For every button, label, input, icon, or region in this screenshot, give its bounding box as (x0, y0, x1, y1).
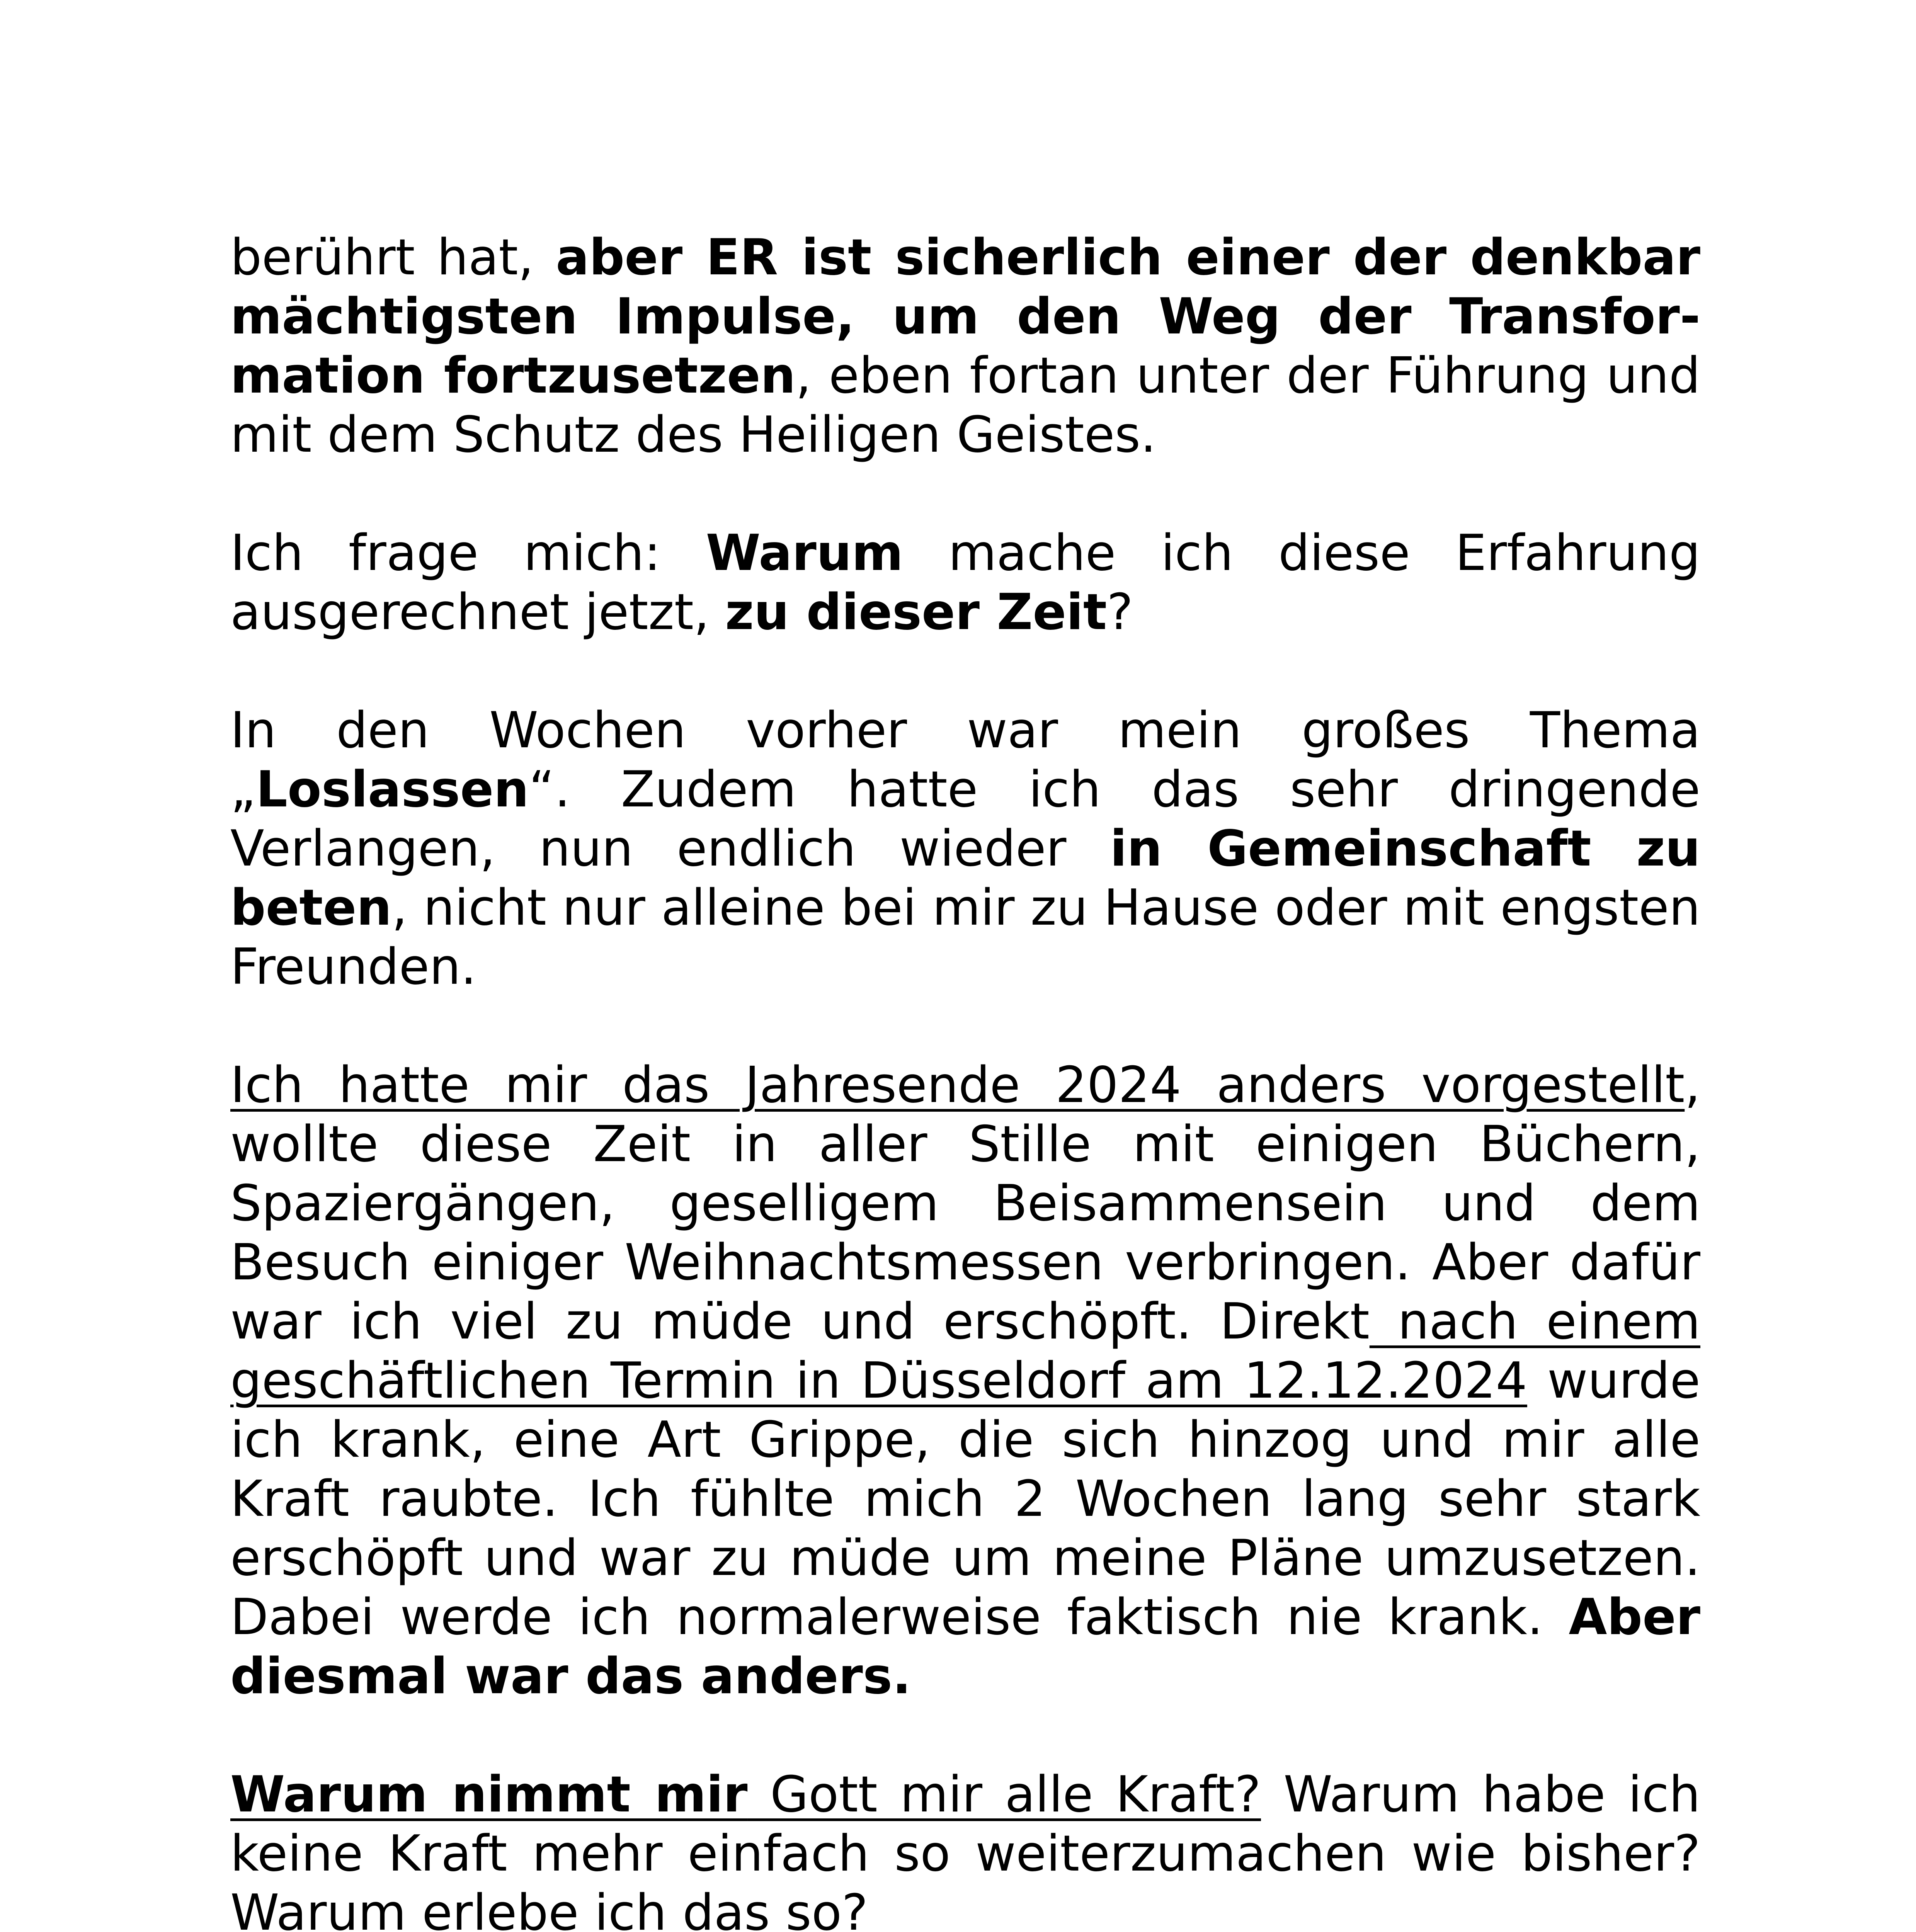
text-segment: , wollte diese Zeit in aller Stille mit einigen Büchern, Spaziergängen, geselligem Beisammensein und dem Besuch einiger Weihnachtsmessen verbringen. Aber dafür war ich viel zu müde und erschöpft. Direkt (230, 1056, 1700, 1350)
underlined-text-segment: Ich hatte mir das Jahresende 2024 anders vorgestellt (230, 1056, 1685, 1114)
underlined-text-segment: nach einem geschäftlichen Termin in Düsseldorf am 12.12.2024 (230, 1293, 1701, 1410)
paragraph-1 (230, 228, 1700, 464)
text-segment: berührt hat, (230, 229, 556, 286)
paragraph-5 (230, 1765, 1700, 1932)
bold-text-segment: in Gemeinschaft zu beten (230, 820, 1700, 937)
text-segment: Ich frage mich: (230, 524, 706, 582)
text-segment: , nicht nur alleine bei mir zu Hause oder mit engsten Freunden. (230, 879, 1700, 996)
document-body (230, 228, 1700, 1932)
paragraph-3 (230, 701, 1700, 997)
bold-underlined-text-segment: Warum nimmt mir (230, 1766, 748, 1823)
text-segment: Warum habe ich keine Kraft mehr einfach so weiterzumachen wie bisher? Warum erlebe ich das so? (230, 1766, 1701, 1932)
bold-text-segment: Warum (706, 524, 904, 582)
underlined-text-segment: Gott mir alle Kraft? (747, 1766, 1261, 1823)
text-segment: , eben fortan unter der Führung und mit dem Schutz des Heiligen Geistes. (230, 347, 1701, 464)
bold-text-segment: Aber diesmal war das anders. (230, 1588, 1700, 1705)
text-segment: ? (1107, 583, 1133, 641)
paragraph-2 (230, 524, 1700, 642)
bold-text-segment: zu dieser Zeit (725, 583, 1107, 641)
paragraph-4 (230, 1056, 1700, 1706)
text-segment: mache ich diese Erfahrung ausgerechnet jetzt, (230, 524, 1701, 641)
bold-text-segment: Loslassen (256, 761, 529, 818)
text-segment: “. Zudem hatte ich das sehr dringende Verlangen, nun endlich wieder (230, 761, 1700, 878)
text-segment: In den Wochen vorher war mein großes Thema „ (230, 702, 1700, 818)
text-segment: wurde ich krank, eine Art Grippe, die sich hinzog und mir alle Kraft raubte. Ich fühlte mich 2 Wochen lang sehr stark erschöpft und war zu müde um meine Pläne umzusetzen. Dabei werde ich normalerweise faktisch nie krank. (230, 1352, 1700, 1646)
bold-text-segment: aber ER ist sicherlich einer der denkbar mächtigsten Impulse, um den Weg der Transformation fortzusetzen (230, 229, 1700, 405)
